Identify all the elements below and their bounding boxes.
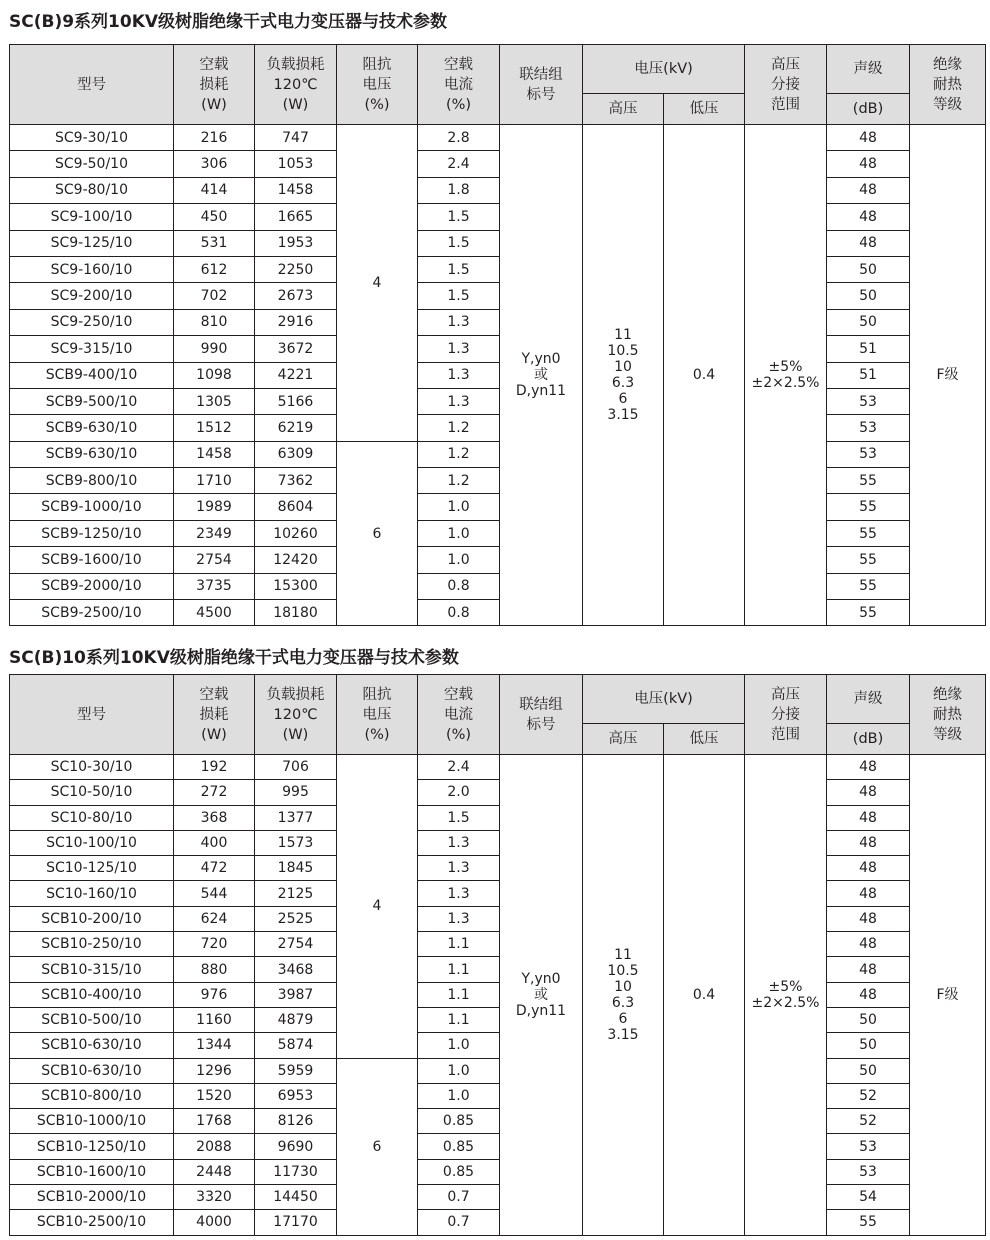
connection-cell: Y,yn0 或 D,yn11: [500, 755, 583, 1236]
load-loss-cell: 9690: [255, 1134, 337, 1159]
noload-loss-cell: 368: [174, 805, 255, 830]
load-loss-cell: 1377: [255, 805, 337, 830]
sound-level-cell: 53: [827, 441, 910, 467]
load-loss-cell: 18180: [255, 600, 337, 626]
table-row: [10, 309, 986, 335]
model-cell: SCB10-500/10: [10, 1007, 174, 1032]
table-row: [10, 520, 986, 546]
header-insulation: 绝缘 耐热 等级: [910, 45, 986, 125]
sound-level-cell: 55: [827, 1210, 910, 1235]
load-loss-cell: 1458: [255, 177, 337, 203]
load-loss-cell: 14450: [255, 1185, 337, 1210]
noload-current-cell: 1.1: [418, 957, 500, 982]
table-row: [10, 177, 986, 203]
noload-loss-cell: 1768: [174, 1109, 255, 1134]
model-cell: SC10-125/10: [10, 856, 174, 881]
model-cell: SCB10-800/10: [10, 1083, 174, 1108]
noload-current-cell: 1.0: [418, 1033, 500, 1058]
model-cell: SC9-200/10: [10, 283, 174, 309]
sound-level-cell: 55: [827, 573, 910, 599]
table-row: [10, 1083, 986, 1108]
table-body: [10, 755, 986, 1236]
noload-current-cell: 1.2: [418, 468, 500, 494]
noload-loss-cell: 624: [174, 906, 255, 931]
noload-loss-cell: 2088: [174, 1134, 255, 1159]
table-row: [10, 441, 986, 467]
tap-range-cell: ±5% ±2×2.5%: [745, 125, 827, 626]
noload-loss-cell: 216: [174, 125, 255, 151]
noload-current-cell: 0.85: [418, 1109, 500, 1134]
noload-loss-cell: 976: [174, 982, 255, 1007]
load-loss-cell: 8126: [255, 1109, 337, 1134]
model-cell: SC9-250/10: [10, 309, 174, 335]
header-low-voltage: 低压: [664, 94, 745, 125]
noload-current-cell: 1.5: [418, 805, 500, 830]
sound-level-cell: 51: [827, 362, 910, 388]
noload-loss-cell: 272: [174, 780, 255, 805]
load-loss-cell: 7362: [255, 468, 337, 494]
noload-loss-cell: 2448: [174, 1159, 255, 1184]
sound-level-cell: 53: [827, 1134, 910, 1159]
noload-loss-cell: 472: [174, 856, 255, 881]
sound-level-cell: 48: [827, 830, 910, 855]
header-noload-current: 空载 电流 (%): [418, 675, 500, 755]
load-loss-cell: 15300: [255, 573, 337, 599]
table-row: [10, 906, 986, 931]
header-tap-range: 高压 分接 范围: [745, 45, 827, 125]
noload-current-cell: 2.4: [418, 151, 500, 177]
sound-level-cell: 53: [827, 1159, 910, 1184]
noload-current-cell: 0.7: [418, 1210, 500, 1235]
section-title: SC(B)10系列10KV级树脂绝缘干式电力变压器与技术参数: [9, 648, 459, 668]
noload-current-cell: 1.3: [418, 856, 500, 881]
table-row: [10, 283, 986, 309]
noload-current-cell: 1.3: [418, 362, 500, 388]
table-row: [10, 932, 986, 957]
table-row: [10, 1007, 986, 1032]
noload-loss-cell: 1989: [174, 494, 255, 520]
noload-current-cell: 0.8: [418, 600, 500, 626]
noload-loss-cell: 1520: [174, 1083, 255, 1108]
noload-loss-cell: 810: [174, 309, 255, 335]
header-high-voltage: 高压: [583, 94, 664, 125]
model-cell: SC9-160/10: [10, 256, 174, 282]
sound-level-cell: 55: [827, 600, 910, 626]
sound-level-cell: 48: [827, 204, 910, 230]
sound-level-cell: 48: [827, 957, 910, 982]
sound-level-cell: 55: [827, 494, 910, 520]
header-low-voltage: 低压: [664, 724, 745, 755]
table-row: [10, 256, 986, 282]
load-loss-cell: 2125: [255, 881, 337, 906]
table-row: [10, 1058, 986, 1083]
load-loss-cell: 2916: [255, 309, 337, 335]
noload-loss-cell: 720: [174, 932, 255, 957]
model-cell: SCB10-1600/10: [10, 1159, 174, 1184]
table-row: [10, 468, 986, 494]
noload-loss-cell: 3735: [174, 573, 255, 599]
load-loss-cell: 3987: [255, 982, 337, 1007]
sound-level-cell: 50: [827, 1058, 910, 1083]
load-loss-cell: 6309: [255, 441, 337, 467]
noload-loss-cell: 450: [174, 204, 255, 230]
header-impedance: 阻抗 电压 (%): [337, 45, 418, 125]
high-voltage-cell: 11 10.5 10 6.3 6 3.15: [583, 125, 664, 626]
noload-current-cell: 2.8: [418, 125, 500, 151]
load-loss-cell: 1845: [255, 856, 337, 881]
sound-level-cell: 55: [827, 547, 910, 573]
model-cell: SC9-100/10: [10, 204, 174, 230]
noload-loss-cell: 306: [174, 151, 255, 177]
load-loss-cell: 1953: [255, 230, 337, 256]
sound-level-cell: 48: [827, 125, 910, 151]
table-row: [10, 151, 986, 177]
impedance-cell: 4: [337, 755, 418, 1059]
table-row: [10, 125, 986, 151]
sound-level-cell: 50: [827, 1007, 910, 1032]
header-model: 型号: [10, 675, 174, 755]
load-loss-cell: 1573: [255, 830, 337, 855]
noload-current-cell: 1.3: [418, 881, 500, 906]
noload-current-cell: 1.1: [418, 932, 500, 957]
model-cell: SCB10-2500/10: [10, 1210, 174, 1235]
load-loss-cell: 2673: [255, 283, 337, 309]
table-row: [10, 573, 986, 599]
noload-current-cell: 1.0: [418, 520, 500, 546]
header-load-loss: 负载损耗 120℃ (W): [255, 675, 337, 755]
sound-level-cell: 48: [827, 230, 910, 256]
load-loss-cell: 747: [255, 125, 337, 151]
noload-loss-cell: 990: [174, 336, 255, 362]
noload-loss-cell: 3320: [174, 1185, 255, 1210]
sound-level-cell: 53: [827, 415, 910, 441]
load-loss-cell: 6219: [255, 415, 337, 441]
model-cell: SCB10-200/10: [10, 906, 174, 931]
noload-current-cell: 1.0: [418, 1058, 500, 1083]
noload-loss-cell: 2349: [174, 520, 255, 546]
noload-loss-cell: 1305: [174, 388, 255, 414]
model-cell: SC10-80/10: [10, 805, 174, 830]
table-row: [10, 755, 986, 780]
insulation-class-cell: F级: [910, 755, 986, 1236]
high-voltage-cell: 11 10.5 10 6.3 6 3.15: [583, 755, 664, 1236]
noload-loss-cell: 4000: [174, 1210, 255, 1235]
load-loss-cell: 2754: [255, 932, 337, 957]
noload-current-cell: 1.3: [418, 309, 500, 335]
noload-current-cell: 1.5: [418, 256, 500, 282]
noload-loss-cell: 192: [174, 755, 255, 780]
model-cell: SCB10-2000/10: [10, 1185, 174, 1210]
noload-loss-cell: 544: [174, 881, 255, 906]
sound-level-cell: 51: [827, 336, 910, 362]
table-row: [10, 805, 986, 830]
header-model: 型号: [10, 45, 174, 125]
noload-current-cell: 1.2: [418, 441, 500, 467]
model-cell: SCB9-1250/10: [10, 520, 174, 546]
noload-loss-cell: 1160: [174, 1007, 255, 1032]
table-row: [10, 230, 986, 256]
table-row: [10, 881, 986, 906]
load-loss-cell: 4879: [255, 1007, 337, 1032]
impedance-cell: 6: [337, 1058, 418, 1235]
impedance-cell: 6: [337, 441, 418, 626]
load-loss-cell: 10260: [255, 520, 337, 546]
sound-level-cell: 50: [827, 283, 910, 309]
low-voltage-cell: 0.4: [664, 755, 745, 1236]
header-sound: 声级: [827, 45, 910, 94]
model-cell: SCB9-2500/10: [10, 600, 174, 626]
tap-range-cell: ±5% ±2×2.5%: [745, 755, 827, 1236]
model-cell: SC10-30/10: [10, 755, 174, 780]
noload-current-cell: 1.5: [418, 283, 500, 309]
load-loss-cell: 5166: [255, 388, 337, 414]
table-row: [10, 1159, 986, 1184]
header-connection: 联结组 标号: [500, 675, 583, 755]
model-cell: SCB10-250/10: [10, 932, 174, 957]
header-load-loss: 负载损耗 120℃ (W): [255, 45, 337, 125]
impedance-cell: 4: [337, 125, 418, 442]
sound-level-cell: 48: [827, 906, 910, 931]
noload-loss-cell: 612: [174, 256, 255, 282]
model-cell: SCB10-1000/10: [10, 1109, 174, 1134]
sound-level-cell: 48: [827, 177, 910, 203]
noload-current-cell: 0.8: [418, 573, 500, 599]
table-row: [10, 600, 986, 626]
table-row: [10, 388, 986, 414]
header-impedance: 阻抗 电压 (%): [337, 675, 418, 755]
table-row: [10, 336, 986, 362]
connection-cell: Y,yn0 或 D,yn11: [500, 125, 583, 626]
model-cell: SCB10-400/10: [10, 982, 174, 1007]
model-cell: SCB9-400/10: [10, 362, 174, 388]
noload-loss-cell: 880: [174, 957, 255, 982]
noload-current-cell: 1.0: [418, 494, 500, 520]
load-loss-cell: 1053: [255, 151, 337, 177]
header-sound-unit: (dB): [827, 94, 910, 125]
sound-level-cell: 52: [827, 1083, 910, 1108]
table-row: [10, 415, 986, 441]
noload-loss-cell: 414: [174, 177, 255, 203]
table-body: [10, 125, 986, 626]
noload-current-cell: 1.3: [418, 830, 500, 855]
model-cell: SC9-125/10: [10, 230, 174, 256]
header-noload-loss: 空载 损耗 (W): [174, 675, 255, 755]
sound-level-cell: 48: [827, 780, 910, 805]
table-row: [10, 204, 986, 230]
noload-current-cell: 0.7: [418, 1185, 500, 1210]
model-cell: SC9-30/10: [10, 125, 174, 151]
spec-table: [9, 674, 986, 1236]
load-loss-cell: 1665: [255, 204, 337, 230]
table-row: [10, 830, 986, 855]
header-high-voltage: 高压: [583, 724, 664, 755]
noload-current-cell: 1.3: [418, 906, 500, 931]
table-row: [10, 1185, 986, 1210]
load-loss-cell: 12420: [255, 547, 337, 573]
noload-current-cell: 2.4: [418, 755, 500, 780]
table-row: [10, 957, 986, 982]
table-row: [10, 1033, 986, 1058]
sound-level-cell: 50: [827, 309, 910, 335]
sound-level-cell: 55: [827, 468, 910, 494]
noload-current-cell: 1.5: [418, 230, 500, 256]
sound-level-cell: 54: [827, 1185, 910, 1210]
sound-level-cell: 48: [827, 856, 910, 881]
low-voltage-cell: 0.4: [664, 125, 745, 626]
noload-current-cell: 1.2: [418, 415, 500, 441]
noload-loss-cell: 2754: [174, 547, 255, 573]
model-cell: SC9-315/10: [10, 336, 174, 362]
model-cell: SC10-50/10: [10, 780, 174, 805]
model-cell: SCB9-630/10: [10, 415, 174, 441]
load-loss-cell: 4221: [255, 362, 337, 388]
model-cell: SCB9-800/10: [10, 468, 174, 494]
sound-level-cell: 48: [827, 151, 910, 177]
model-cell: SCB10-630/10: [10, 1058, 174, 1083]
header-sound: 声级: [827, 675, 910, 724]
header-sound-unit: (dB): [827, 724, 910, 755]
sound-level-cell: 50: [827, 256, 910, 282]
header-tap-range: 高压 分接 范围: [745, 675, 827, 755]
table-row: [10, 494, 986, 520]
load-loss-cell: 995: [255, 780, 337, 805]
model-cell: SC10-100/10: [10, 830, 174, 855]
table-row: [10, 1109, 986, 1134]
header-voltage: 电压(kV): [583, 675, 745, 724]
load-loss-cell: 6953: [255, 1083, 337, 1108]
sound-level-cell: 53: [827, 388, 910, 414]
load-loss-cell: 706: [255, 755, 337, 780]
load-loss-cell: 5874: [255, 1033, 337, 1058]
noload-loss-cell: 1296: [174, 1058, 255, 1083]
noload-loss-cell: 1344: [174, 1033, 255, 1058]
sound-level-cell: 48: [827, 932, 910, 957]
model-cell: SCB9-630/10: [10, 441, 174, 467]
table-row: [10, 856, 986, 881]
noload-current-cell: 1.1: [418, 982, 500, 1007]
model-cell: SC9-50/10: [10, 151, 174, 177]
header-noload-loss: 空载 损耗 (W): [174, 45, 255, 125]
sound-level-cell: 52: [827, 1109, 910, 1134]
noload-current-cell: 1.0: [418, 547, 500, 573]
table-row: [10, 1134, 986, 1159]
load-loss-cell: 2525: [255, 906, 337, 931]
load-loss-cell: 17170: [255, 1210, 337, 1235]
header-voltage: 电压(kV): [583, 45, 745, 94]
noload-current-cell: 1.5: [418, 204, 500, 230]
model-cell: SCB10-1250/10: [10, 1134, 174, 1159]
sound-level-cell: 48: [827, 805, 910, 830]
noload-loss-cell: 4500: [174, 600, 255, 626]
model-cell: SCB9-1600/10: [10, 547, 174, 573]
header-connection: 联结组 标号: [500, 45, 583, 125]
model-cell: SCB9-500/10: [10, 388, 174, 414]
model-cell: SCB10-630/10: [10, 1033, 174, 1058]
noload-loss-cell: 531: [174, 230, 255, 256]
model-cell: SC9-80/10: [10, 177, 174, 203]
noload-loss-cell: 1512: [174, 415, 255, 441]
spec-table: [9, 44, 986, 626]
model-cell: SCB9-2000/10: [10, 573, 174, 599]
noload-loss-cell: 1098: [174, 362, 255, 388]
load-loss-cell: 3672: [255, 336, 337, 362]
header-noload-current: 空载 电流 (%): [418, 45, 500, 125]
header-insulation: 绝缘 耐热 等级: [910, 675, 986, 755]
noload-loss-cell: 1710: [174, 468, 255, 494]
table-row: [10, 780, 986, 805]
sound-level-cell: 48: [827, 982, 910, 1007]
noload-current-cell: 1.1: [418, 1007, 500, 1032]
table-row: [10, 547, 986, 573]
noload-loss-cell: 400: [174, 830, 255, 855]
sound-level-cell: 55: [827, 520, 910, 546]
sound-level-cell: 50: [827, 1033, 910, 1058]
load-loss-cell: 2250: [255, 256, 337, 282]
model-cell: SCB9-1000/10: [10, 494, 174, 520]
model-cell: SCB10-315/10: [10, 957, 174, 982]
insulation-class-cell: F级: [910, 125, 986, 626]
noload-current-cell: 2.0: [418, 780, 500, 805]
noload-current-cell: 1.8: [418, 177, 500, 203]
load-loss-cell: 11730: [255, 1159, 337, 1184]
load-loss-cell: 8604: [255, 494, 337, 520]
noload-current-cell: 0.85: [418, 1159, 500, 1184]
noload-current-cell: 1.3: [418, 388, 500, 414]
load-loss-cell: 3468: [255, 957, 337, 982]
table-row: [10, 982, 986, 1007]
noload-current-cell: 1.0: [418, 1083, 500, 1108]
noload-loss-cell: 1458: [174, 441, 255, 467]
table-row: [10, 1210, 986, 1235]
sound-level-cell: 48: [827, 755, 910, 780]
sound-level-cell: 48: [827, 881, 910, 906]
noload-current-cell: 1.3: [418, 336, 500, 362]
section-title: SC(B)9系列10KV级树脂绝缘干式电力变压器与技术参数: [9, 12, 448, 32]
noload-loss-cell: 702: [174, 283, 255, 309]
load-loss-cell: 5959: [255, 1058, 337, 1083]
noload-current-cell: 0.85: [418, 1134, 500, 1159]
table-row: [10, 362, 986, 388]
model-cell: SC10-160/10: [10, 881, 174, 906]
